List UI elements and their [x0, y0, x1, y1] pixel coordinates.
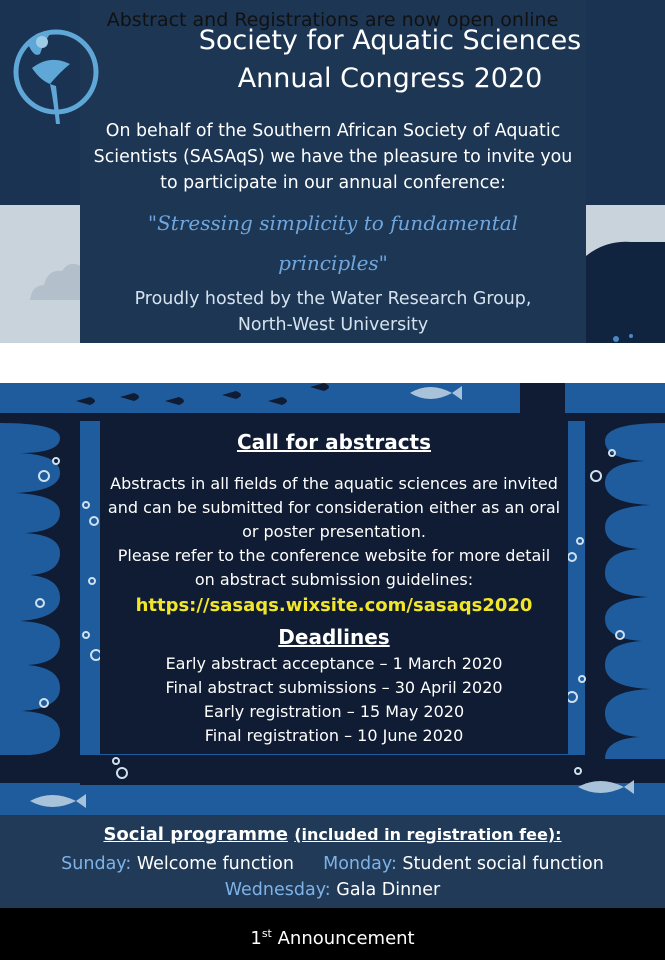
cfa-line-3: or poster presentation. [242, 522, 426, 541]
announcement-label [0, 922, 665, 951]
registration-banner-text: Abstract and Registrations are now open online [106, 9, 559, 31]
page-title [150, 22, 630, 98]
sunday-event: Welcome function [136, 854, 294, 874]
host-text [86, 286, 580, 338]
cfa-line-5: on abstract submission guidelines: [194, 570, 474, 589]
sunday-label: Sunday: [61, 854, 132, 874]
wednesday-label: Wednesday: [224, 880, 331, 900]
title-line-2: Annual Congress 2020 [237, 63, 543, 94]
cfa-line-4: Please refer to the conference website for more detail [117, 546, 551, 565]
intro-line-3: to participate in our annual conference: [160, 173, 506, 193]
intro-text [86, 118, 580, 196]
intro-line-2: Scientists (SASAqS) we have the pleasure to invite you [93, 147, 573, 167]
deadline-item: Final abstract submissions – 30 April 2020 [165, 678, 503, 697]
deadline-item: Final registration – 10 June 2020 [204, 726, 464, 745]
sasaqs-logo-icon [10, 24, 102, 130]
cfa-line-1: Abstracts in all fields of the aquatic sciences are invited [110, 474, 558, 493]
wednesday-event: Gala Dinner [336, 880, 441, 900]
social-row-2 [0, 877, 665, 903]
hosted-line-2: North-West University [237, 315, 429, 335]
call-for-abstracts-body [100, 472, 568, 592]
social-row-1 [0, 851, 665, 877]
theme-line-1: "Stressing simplicity to fundamental [147, 211, 519, 235]
hosted-line-1: Proudly hosted by the Water Research Group, [134, 289, 532, 309]
announcement-ordinal: 1 [250, 928, 262, 949]
deadlines-list [100, 652, 568, 748]
conference-website-link[interactable]: https://sasaqs.wixsite.com/sasaqs2020 [135, 595, 533, 616]
social-title-main: Social programme [103, 824, 288, 845]
monday-label: Monday: [323, 854, 397, 874]
deadline-item: Early abstract acceptance – 1 March 2020 [165, 654, 503, 673]
announcement-text: Announcement [277, 928, 415, 949]
social-title-note: (included in registration fee): [294, 825, 562, 844]
theme-line-2: principles" [278, 251, 388, 275]
registration-banner [0, 343, 665, 383]
monday-event: Student social function [402, 854, 604, 874]
intro-line-1: On behalf of the Southern African Society of Aquatic [105, 121, 561, 141]
conference-theme [100, 203, 566, 283]
announcement-ordinal-suffix: st [261, 927, 272, 940]
deadlines-heading: Deadlines [278, 625, 390, 649]
title-line-1: Society for Aquatic Sciences [198, 25, 582, 56]
cfa-line-2: and can be submitted for consideration either as an oral [107, 498, 561, 517]
deadline-item: Early registration – 15 May 2020 [203, 702, 465, 721]
call-for-abstracts-heading: Call for abstracts [236, 430, 432, 454]
pipe-illustration [586, 236, 665, 343]
social-programme-heading [0, 822, 665, 848]
